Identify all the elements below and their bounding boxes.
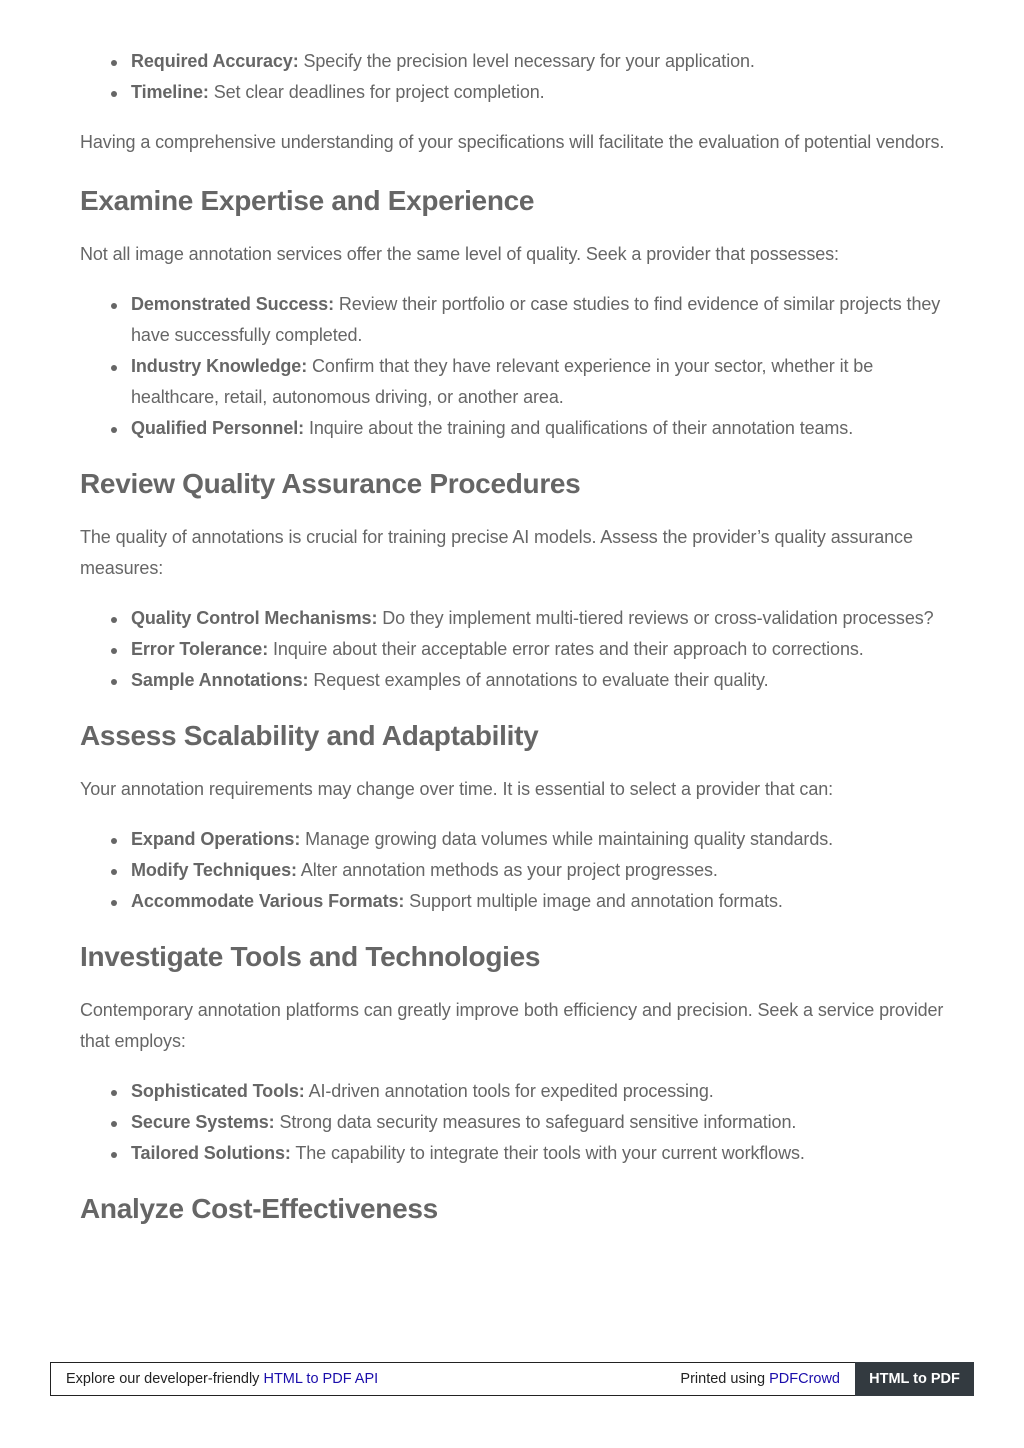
list-item (131, 886, 946, 917)
list-item-text: Strong data security measures to safeguard sensitive information. (274, 1112, 797, 1132)
list-item-text: Do they implement multi-tiered reviews or cross-validation processes? (377, 608, 934, 628)
list-item-text: Alter annotation methods as your project progresses. (296, 860, 718, 880)
section-paragraph: The quality of annotations is crucial for training precise AI models. Assess the provider’s quality assurance measures: (80, 527, 913, 578)
list-item (131, 1138, 946, 1169)
list-item (131, 413, 946, 444)
list-item-term: Accommodate Various Formats: (131, 891, 405, 911)
intro-paragraph: Having a comprehensive understanding of your specifications will facilitate the evaluation of potential vendors. (80, 132, 945, 152)
list-item-text: AI-driven annotation tools for expedited processing. (304, 1081, 714, 1101)
list-item (131, 855, 946, 886)
html-to-pdf-api-link[interactable]: HTML to PDF API (263, 1371, 379, 1387)
pdfcrowd-link[interactable]: PDFCrowd (769, 1371, 840, 1387)
intro-list (80, 46, 946, 108)
footer-right-text: Printed using (680, 1371, 770, 1387)
list-item-term: Sophisticated Tools: (131, 1081, 305, 1101)
list-item-term: Modify Techniques: (131, 860, 297, 880)
list-item (131, 289, 946, 351)
section-list (80, 603, 946, 696)
list-item-text: Set clear deadlines for project completion. (208, 82, 545, 102)
list-item-text: Inquire about the training and qualifications of their annotation teams. (304, 418, 854, 438)
list-item (131, 1076, 946, 1107)
document-body (80, 46, 946, 1227)
list-item-term: Required Accuracy: (131, 51, 299, 71)
list-item-text: The capability to integrate their tools with your current workflows. (290, 1143, 805, 1163)
section-list (80, 1076, 946, 1169)
list-item (131, 824, 946, 855)
section-paragraph: Not all image annotation services offer the same level of quality. Seek a provider that possesses: (80, 244, 839, 264)
section-paragraph: Contemporary annotation platforms can greatly improve both efficiency and precision. Seek a service provider that employs: (80, 1000, 944, 1051)
list-item-text: Support multiple image and annotation formats. (404, 891, 783, 911)
list-item-text: Confirm that they have relevant experience in your sector, whether it be healthcare, retail, autonomous driving, or another area. (131, 356, 874, 407)
list-item (131, 46, 946, 77)
list-item-term: Tailored Solutions: (131, 1143, 291, 1163)
section-paragraph: Your annotation requirements may change over time. It is essential to select a provider that can: (80, 779, 834, 799)
list-item (131, 1107, 946, 1138)
section-heading: Investigate Tools and Technologies (80, 941, 541, 972)
list-item-term: Quality Control Mechanisms: (131, 608, 378, 628)
section-list (80, 289, 946, 444)
list-item-term: Sample Annotations: (131, 670, 309, 690)
list-item-text: Inquire about their acceptable error rates and their approach to corrections. (268, 639, 864, 659)
list-item-term: Secure Systems: (131, 1112, 275, 1132)
list-item (131, 665, 946, 696)
pdf-footer-banner (50, 1362, 974, 1396)
footer-right (680, 1371, 840, 1387)
section-heading: Review Quality Assurance Procedures (80, 468, 581, 499)
list-item (131, 351, 946, 413)
footer-left (66, 1371, 378, 1387)
list-item-term: Expand Operations: (131, 829, 301, 849)
list-item-term: Qualified Personnel: (131, 418, 305, 438)
section-heading: Examine Expertise and Experience (80, 185, 535, 216)
html-to-pdf-badge[interactable]: HTML to PDF (855, 1362, 974, 1396)
footer-left-text: Explore our developer-friendly (66, 1371, 264, 1387)
list-item-text: Request examples of annotations to evaluate their quality. (308, 670, 769, 690)
section-list (80, 824, 946, 917)
list-item-term: Demonstrated Success: (131, 294, 334, 314)
list-item-term: Industry Knowledge: (131, 356, 308, 376)
list-item-term: Timeline: (131, 82, 209, 102)
final-heading: Analyze Cost-Effectiveness (80, 1193, 438, 1224)
list-item (131, 77, 946, 108)
list-item-term: Error Tolerance: (131, 639, 269, 659)
list-item-text: Specify the precision level necessary for your application. (298, 51, 755, 71)
list-item-text: Manage growing data volumes while maintaining quality standards. (300, 829, 834, 849)
list-item-text: Review their portfolio or case studies to find evidence of similar projects they have successfully completed. (131, 294, 941, 345)
list-item (131, 634, 946, 665)
list-item (131, 603, 946, 634)
section-heading: Assess Scalability and Adaptability (80, 720, 539, 751)
